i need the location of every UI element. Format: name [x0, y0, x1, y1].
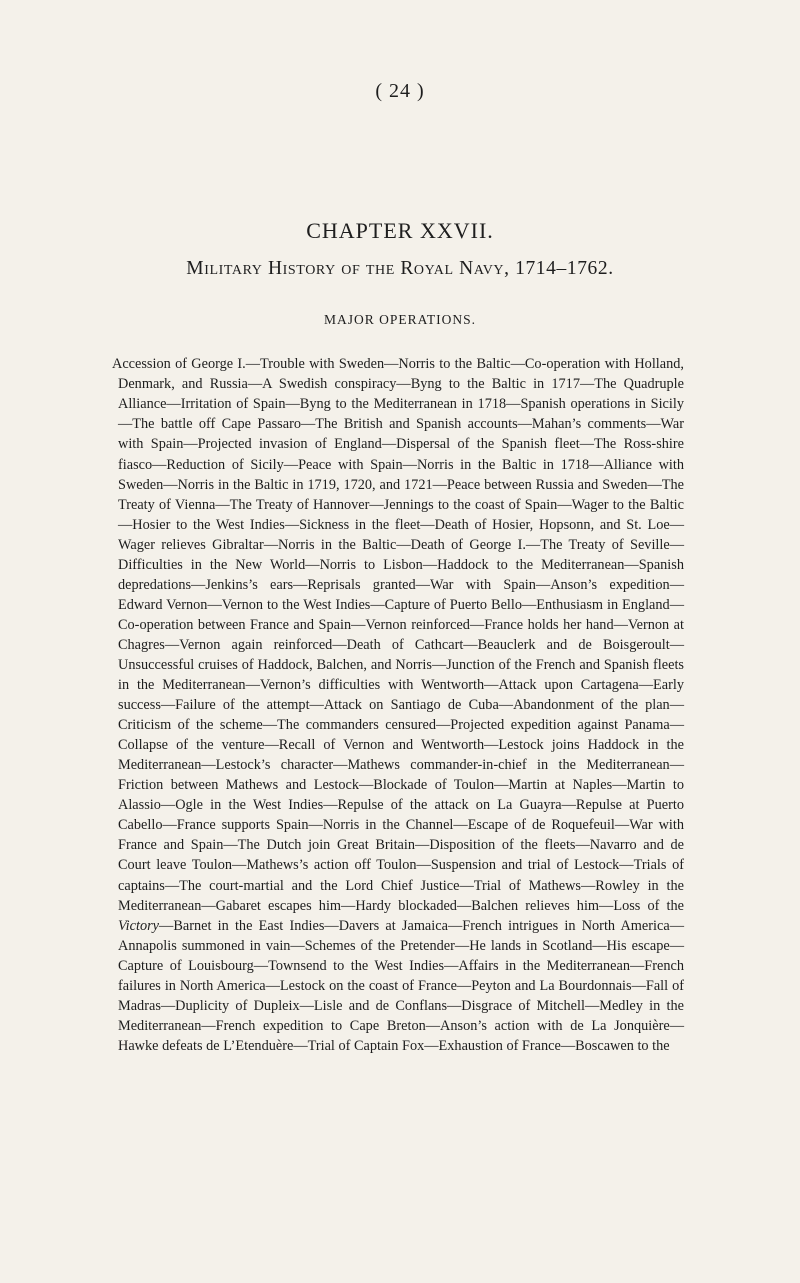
chapter-summary: [112, 354, 684, 1056]
summary-text-part-2: —Barnet in the East Indies—Davers at Jamaica—French intrigues in North America—Annapolis summoned in vain—Schemes of the Pretender—He lands in Scotland—His escape—Capture of Louisbourg—Townsend to the West Indies—Affairs in the Mediterranean—French failures in North America—Lestock on the coast of France—Peyton and La Bourdonnais—Fall of Madras—Duplicity of Dupleix—Lisle and de Conflans—Disgrace of Mitchell—Medley in the Mediterranean—French expedition to Cape Breton—Anson’s action with de La Jonquière—Hawke defeats de L’Etenduère—Trial of Captain Fox—Exhaustion of France—Boscawen to the: [118, 917, 684, 1054]
summary-text-part-1: Accession of George I.—Trouble with Sweden—Norris to the Baltic—Co-operation with Holland, Denmark, and Russia—A Swedish conspiracy—Byng to the Baltic in 1717—The Quadruple Alliance—Irritation of Spain—Byng to the Mediterranean in 1718—Spanish operations in Sicily—The battle off Cape Passaro—The British and Spanish accounts—Mahan’s comments—War with Spain—Projected invasion of England—Dispersal of the Spanish fleet—The Ross-shire fiasco—Reduction of Sicily—Peace with Spain—Norris in the Baltic in 1718—Alliance with Sweden—Norris in the Baltic in 1719, 1720, and 1721—Peace between Russia and Sweden—The Treaty of Vienna—The Treaty of Hannover—Jennings to the coast of Spain—Wager to the Baltic—Hosier to the West Indies—Sickness in the fleet—Death of Hosier, Hopsonn, and St. Loe—Wager relieves Gibraltar—Norris in the Baltic—Death of George I.—The Treaty of Seville—Difficulties in the New World—Norris to Lisbon—Haddock to the Mediterranean—Spanish depredations—Jenkins’s ears—Reprisals granted—War with Spain—Anson’s expedition—Edward Vernon—Vernon to the West Indies—Capture of Puerto Bello—Enthusiasm in England—Co-operation between France and Spain—Vernon reinforced—France holds her hand—Vernon at Chagres—Vernon again reinforced—Death of Cathcart—Beauclerk and de Boisgeroult—Unsuccessful cruises of Haddock, Balchen, and Norris—Junction of the French and Spanish fleets in the Mediterranean—Vernon’s difficulties with Wentworth—Attack upon Cartagena—Early success—Failure of the attempt—Attack on Santiago de Cuba—Abandonment of the plan—Criticism of the scheme—The commanders censured—Projected expedition against Panama—Collapse of the venture—Recall of Vernon and Wentworth—Lestock joins Haddock in the Mediterranean—Lestock’s character—Mathews commander-in-chief in the Mediterranean—Friction between Mathews and Lestock—Blockade of Toulon—Martin at Naples—Martin to Alassio—Ogle in the West Indies—Repulse of the attack on La Guayra—Repulse at Puerto Cabello—France supports Spain—Norris in the Channel—Escape of de Roquefeuil—War with France and Spain—The Dutch join Great Britain—Disposition of the fleets—Navarro and de Court leave Toulon—Mathews’s action off Toulon—Suspension and trial of Lestock—Trials of captains—The court-martial and the Lord Chief Justice—Trial of Mathews—Rowley in the Mediterranean—Gabaret escapes him—Hardy blockaded—Balchen relieves him—Loss of the: [112, 356, 684, 914]
ship-name: Victory: [118, 917, 160, 934]
chapter-heading: CHAPTER XXVII.: [306, 218, 494, 243]
chapter-title: Military History of the Royal Navy, 1714–1762.: [186, 258, 614, 279]
section-heading: MAJOR OPERATIONS.: [323, 312, 477, 327]
page-number: ( 24 ): [375, 80, 425, 102]
